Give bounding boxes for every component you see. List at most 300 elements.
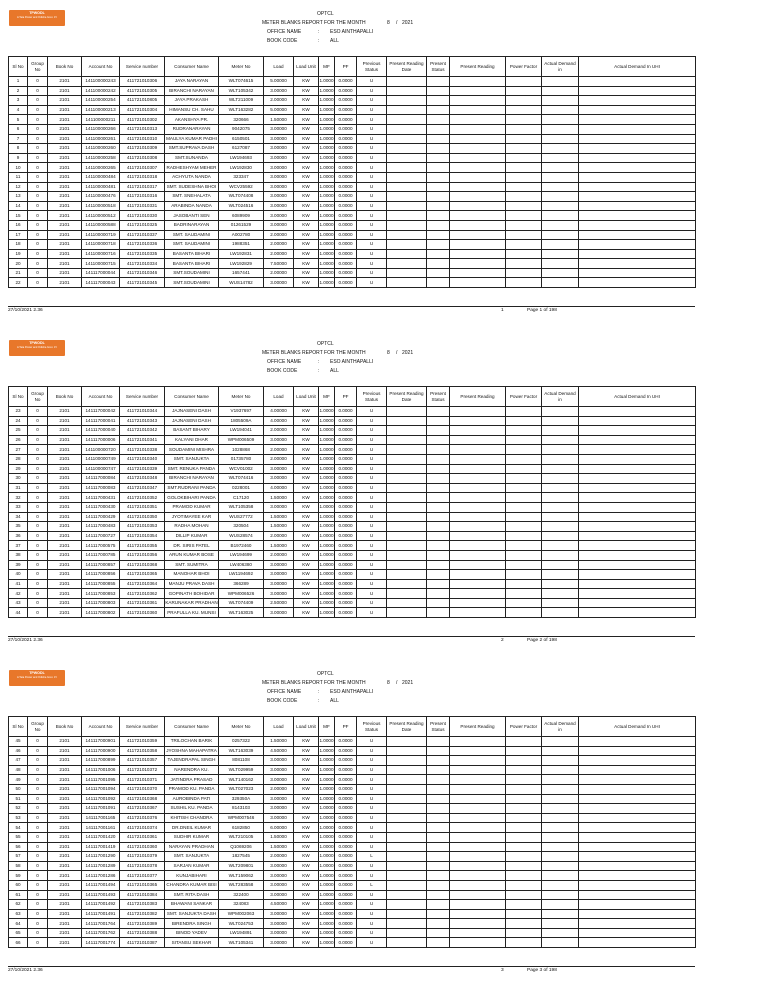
table-row	[9, 211, 696, 221]
table-cell: 26	[9, 435, 28, 445]
table-cell: 1.0000	[319, 278, 335, 288]
empty-cell	[450, 928, 506, 938]
column-header: Previous Status	[357, 717, 387, 737]
table-cell: 3.00000	[264, 220, 294, 230]
empty-cell	[450, 522, 506, 532]
empty-cell	[387, 919, 427, 929]
table-header-row	[9, 717, 696, 737]
table-cell: 0	[28, 259, 48, 269]
empty-cell	[542, 598, 579, 608]
column-header: Present Reading	[450, 387, 506, 407]
table-row	[9, 105, 696, 115]
empty-cell	[427, 570, 450, 580]
empty-cell	[542, 804, 579, 814]
table-cell: 366289	[219, 579, 264, 589]
empty-cell	[427, 278, 450, 288]
table-cell: 0.0000	[335, 278, 357, 288]
table-cell: 2101	[48, 77, 82, 87]
table-cell: KW	[294, 871, 319, 881]
report-month: 8	[387, 20, 390, 26]
table-cell: C17120	[219, 493, 264, 503]
table-cell: 0	[28, 407, 48, 417]
table-cell: 141117001286	[82, 871, 120, 881]
table-cell: 141117000043	[82, 278, 120, 288]
empty-cell	[387, 483, 427, 493]
empty-cell	[450, 86, 506, 96]
empty-cell	[579, 153, 696, 163]
empty-cell	[542, 512, 579, 522]
table-row	[9, 832, 696, 842]
table-cell: KW	[294, 426, 319, 436]
report-month: 8	[387, 680, 390, 686]
empty-cell	[506, 909, 542, 919]
empty-cell	[427, 522, 450, 532]
empty-cell	[450, 608, 506, 618]
table-cell: 2101	[48, 823, 82, 833]
table-cell: 0.0000	[335, 531, 357, 541]
empty-cell	[387, 765, 427, 775]
table-cell: KW	[294, 746, 319, 756]
table-cell: 0.0000	[335, 502, 357, 512]
table-cell: SMT.SUNANDA	[165, 153, 219, 163]
table-row	[9, 598, 696, 608]
table-cell: 0.0000	[335, 259, 357, 269]
table-cell: 141100000518	[82, 201, 120, 211]
table-cell: 1.0000	[319, 832, 335, 842]
table-cell: 0.0000	[335, 737, 357, 747]
empty-cell	[427, 493, 450, 503]
table-cell: 411721010338	[120, 445, 165, 455]
table-cell: 28	[9, 454, 28, 464]
empty-cell	[427, 765, 450, 775]
book-colon: :	[318, 698, 320, 704]
table-cell: KARUNAKAR PRADHAN	[165, 598, 219, 608]
column-header: Book No	[48, 717, 82, 737]
table-header-row	[9, 387, 696, 407]
table-cell: GOPINATH BOHIDAR	[165, 589, 219, 599]
company-logo	[9, 670, 65, 686]
table-cell: RADHESHYAM MEHER	[165, 163, 219, 173]
empty-cell	[427, 230, 450, 240]
table-cell: 411721010316	[120, 192, 165, 202]
empty-cell	[579, 746, 696, 756]
empty-cell	[579, 765, 696, 775]
table-cell: 0228001	[219, 483, 264, 493]
table-cell: U	[357, 560, 387, 570]
table-cell: 411721010372	[120, 765, 165, 775]
table-cell: 411721010325	[120, 220, 165, 230]
table-cell: 0.0000	[335, 426, 357, 436]
table-cell: 0	[28, 756, 48, 766]
table-row	[9, 435, 696, 445]
table-cell: 3.00000	[264, 880, 294, 890]
table-cell: 0.0000	[335, 784, 357, 794]
table-cell: 0	[28, 483, 48, 493]
table-cell: 3.00000	[264, 192, 294, 202]
empty-cell	[542, 541, 579, 551]
table-cell: 0	[28, 861, 48, 871]
table-cell: U	[357, 804, 387, 814]
empty-cell	[387, 211, 427, 221]
table-cell: KW	[294, 522, 319, 532]
table-cell: KW	[294, 560, 319, 570]
empty-cell	[542, 230, 579, 240]
table-cell: 55	[9, 832, 28, 842]
table-cell: 0.0000	[335, 765, 357, 775]
empty-cell	[542, 454, 579, 464]
empty-cell	[450, 756, 506, 766]
table-cell: 0	[28, 220, 48, 230]
empty-cell	[387, 249, 427, 259]
table-cell: 0.0000	[335, 240, 357, 250]
table-row	[9, 541, 696, 551]
table-cell: 411721010346	[120, 268, 165, 278]
table-cell: 1.0000	[319, 938, 335, 948]
empty-cell	[387, 756, 427, 766]
table-cell: 1.0000	[319, 454, 335, 464]
column-header: Present Status	[427, 57, 450, 77]
table-row	[9, 794, 696, 804]
empty-cell	[427, 407, 450, 417]
table-cell: U	[357, 416, 387, 426]
table-cell: 141100000749	[82, 454, 120, 464]
table-cell: 0	[28, 124, 48, 134]
empty-cell	[450, 880, 506, 890]
empty-cell	[450, 784, 506, 794]
table-cell: 141117001006	[82, 765, 120, 775]
empty-cell	[450, 842, 506, 852]
table-cell: 1.0000	[319, 259, 335, 269]
table-cell: 1.0000	[319, 550, 335, 560]
footer-page: Page 2 of 198	[527, 638, 557, 643]
table-cell: 141117001095	[82, 775, 120, 785]
table-cell: 0.0000	[335, 871, 357, 881]
table-cell: 0	[28, 268, 48, 278]
table-cell: 0	[28, 105, 48, 115]
table-cell: LW194699	[219, 550, 264, 560]
empty-cell	[387, 454, 427, 464]
empty-cell	[387, 938, 427, 948]
empty-cell	[427, 249, 450, 259]
empty-cell	[427, 775, 450, 785]
report-month: 8	[387, 350, 390, 356]
table-cell: 411721010368	[120, 794, 165, 804]
empty-cell	[427, 909, 450, 919]
column-header: Account No	[82, 717, 120, 737]
table-cell: 411721010376	[120, 813, 165, 823]
empty-cell	[506, 871, 542, 881]
table-cell: U	[357, 230, 387, 240]
empty-cell	[579, 871, 696, 881]
table-cell: KW	[294, 115, 319, 125]
empty-cell	[450, 775, 506, 785]
table-cell: 141117000857	[82, 560, 120, 570]
table-cell: 0	[28, 890, 48, 900]
table-cell: 411721010379	[120, 852, 165, 862]
table-cell: 1028868	[219, 445, 264, 455]
column-header: Service number	[120, 387, 165, 407]
table-cell: 3.00000	[264, 608, 294, 618]
table-cell: 1.0000	[319, 464, 335, 474]
table-cell: 411721010308	[120, 153, 165, 163]
table-cell: WLT027023	[219, 784, 264, 794]
empty-cell	[427, 77, 450, 87]
table-cell: 3.00000	[264, 579, 294, 589]
table-cell: L	[357, 880, 387, 890]
empty-cell	[450, 493, 506, 503]
table-cell: 141117001420	[82, 832, 120, 842]
table-cell: 141100000243	[82, 77, 120, 87]
table-cell: U	[357, 105, 387, 115]
empty-cell	[542, 86, 579, 96]
empty-cell	[450, 211, 506, 221]
table-cell: 322400	[219, 890, 264, 900]
empty-cell	[387, 86, 427, 96]
table-cell: 6127087	[219, 144, 264, 154]
table-cell: KW	[294, 570, 319, 580]
table-cell: KW	[294, 909, 319, 919]
empty-cell	[387, 522, 427, 532]
empty-cell	[579, 890, 696, 900]
table-row	[9, 192, 696, 202]
column-header: Consumer Name	[165, 717, 219, 737]
table-cell: KW	[294, 775, 319, 785]
table-cell: 2101	[48, 240, 82, 250]
column-header: Account No	[82, 387, 120, 407]
table-cell: 411721010309	[120, 144, 165, 154]
table-cell: 2101	[48, 570, 82, 580]
report-title: METER BLANKS REPORT FOR THE MONTH	[262, 680, 366, 686]
table-cell: 411721010371	[120, 775, 165, 785]
table-cell: 411721010355	[120, 541, 165, 551]
table-cell: 0.0000	[335, 416, 357, 426]
table-cell: 141117001491	[82, 909, 120, 919]
empty-cell	[427, 928, 450, 938]
table-cell: 141117000727	[82, 531, 120, 541]
empty-cell	[579, 426, 696, 436]
table-cell: 8143103	[219, 804, 264, 814]
empty-cell	[427, 454, 450, 464]
empty-cell	[579, 144, 696, 154]
table-row	[9, 804, 696, 814]
empty-cell	[542, 259, 579, 269]
table-cell: 0.0000	[335, 804, 357, 814]
logo-text: TPWODL	[29, 11, 45, 15]
table-cell: 141100000265	[82, 163, 120, 173]
empty-cell	[427, 890, 450, 900]
empty-cell	[579, 230, 696, 240]
table-cell: 141100000720	[82, 445, 120, 455]
empty-cell	[427, 880, 450, 890]
table-cell: U	[357, 86, 387, 96]
empty-cell	[542, 483, 579, 493]
column-header: Load Unit	[294, 717, 319, 737]
table-cell: 0	[28, 842, 48, 852]
table-cell: 2101	[48, 474, 82, 484]
table-cell: 0.0000	[335, 144, 357, 154]
table-cell: 12	[9, 182, 28, 192]
table-cell: 1.0000	[319, 813, 335, 823]
empty-cell	[579, 172, 696, 182]
empty-cell	[542, 220, 579, 230]
table-cell: 2.00000	[264, 852, 294, 862]
empty-cell	[427, 737, 450, 747]
table-cell: KW	[294, 598, 319, 608]
table-cell: U	[357, 842, 387, 852]
empty-cell	[506, 737, 542, 747]
empty-cell	[427, 900, 450, 910]
table-row	[9, 172, 696, 182]
table-cell: 329350A	[219, 794, 264, 804]
table-cell: 52	[9, 804, 28, 814]
empty-cell	[506, 115, 542, 125]
table-row	[9, 483, 696, 493]
table-cell: 61	[9, 890, 28, 900]
meter-blanks-table	[8, 386, 696, 618]
empty-cell	[450, 871, 506, 881]
empty-cell	[579, 182, 696, 192]
column-header: Actual Demand In UHI	[579, 57, 696, 77]
empty-cell	[387, 134, 427, 144]
empty-cell	[542, 813, 579, 823]
table-cell: WLT210105	[219, 832, 264, 842]
table-cell: 47	[9, 756, 28, 766]
table-cell: 2101	[48, 278, 82, 288]
table-cell: 2101	[48, 589, 82, 599]
empty-cell	[427, 435, 450, 445]
empty-cell	[506, 105, 542, 115]
empty-cell	[542, 823, 579, 833]
empty-cell	[427, 416, 450, 426]
table-cell: U	[357, 737, 387, 747]
column-header: Consumer Name	[165, 57, 219, 77]
empty-cell	[427, 512, 450, 522]
table-cell: 1.50000	[264, 832, 294, 842]
report-title: METER BLANKS REPORT FOR THE MONTH	[262, 20, 366, 26]
table-cell: 411721010350	[120, 512, 165, 522]
table-row	[9, 124, 696, 134]
empty-cell	[387, 512, 427, 522]
table-cell: GOLOKBIHARI PANDA	[165, 493, 219, 503]
table-cell: 0.0000	[335, 454, 357, 464]
table-header-row	[9, 57, 696, 77]
table-cell: BASANT BIHARY	[165, 426, 219, 436]
table-cell: 141100000747	[82, 464, 120, 474]
table-cell: KW	[294, 124, 319, 134]
table-cell: 141117001494	[82, 880, 120, 890]
column-header: Previous Status	[357, 57, 387, 77]
table-cell: 1.50000	[264, 522, 294, 532]
empty-cell	[506, 483, 542, 493]
table-cell: 1.0000	[319, 240, 335, 250]
table-cell: BIRANCHI NARAYAN	[165, 474, 219, 484]
empty-cell	[542, 153, 579, 163]
table-cell: 141100000716	[82, 249, 120, 259]
table-cell: 411721010378	[120, 861, 165, 871]
table-cell: U	[357, 890, 387, 900]
table-row	[9, 579, 696, 589]
table-cell: KW	[294, 134, 319, 144]
table-cell: KW	[294, 756, 319, 766]
table-row	[9, 249, 696, 259]
table-cell: HIMANSU CH. SAHU	[165, 105, 219, 115]
table-cell: 0.0000	[335, 249, 357, 259]
empty-cell	[387, 570, 427, 580]
table-cell: KW	[294, 512, 319, 522]
table-cell: 3.00000	[264, 172, 294, 182]
empty-cell	[579, 134, 696, 144]
table-cell: 2101	[48, 794, 82, 804]
empty-cell	[427, 784, 450, 794]
empty-cell	[579, 531, 696, 541]
table-row	[9, 775, 696, 785]
table-cell: 2101	[48, 502, 82, 512]
empty-cell	[506, 823, 542, 833]
report-slash: /	[396, 20, 398, 26]
table-cell: 2101	[48, 512, 82, 522]
table-cell: 141117001165	[82, 813, 120, 823]
table-cell: BASANTA BIHARI	[165, 249, 219, 259]
table-cell: 3.00000	[264, 144, 294, 154]
table-cell: 1.0000	[319, 608, 335, 618]
column-header: Present Status	[427, 717, 450, 737]
empty-cell	[506, 832, 542, 842]
table-cell: 411721010334	[120, 259, 165, 269]
table-cell: 1.0000	[319, 746, 335, 756]
table-row	[9, 823, 696, 833]
table-cell: LW192831	[219, 249, 264, 259]
table-cell: 10	[9, 163, 28, 173]
table-cell: 2101	[48, 900, 82, 910]
table-cell: 0.0000	[335, 474, 357, 484]
table-cell: U	[357, 541, 387, 551]
empty-cell	[387, 560, 427, 570]
table-cell: KW	[294, 502, 319, 512]
empty-cell	[427, 804, 450, 814]
table-cell: SUDHIR KUMAR	[165, 832, 219, 842]
table-cell: KW	[294, 464, 319, 474]
table-cell: KUNJABIHARI	[165, 871, 219, 881]
table-cell: 2101	[48, 483, 82, 493]
empty-cell	[542, 871, 579, 881]
table-cell: 1.0000	[319, 919, 335, 929]
table-cell: KW	[294, 784, 319, 794]
table-cell: 2.00000	[264, 96, 294, 106]
table-cell: 21	[9, 268, 28, 278]
empty-cell	[506, 928, 542, 938]
table-cell: 411721010389	[120, 919, 165, 929]
empty-cell	[427, 871, 450, 881]
empty-cell	[387, 153, 427, 163]
table-cell: 141117001762	[82, 928, 120, 938]
table-row	[9, 880, 696, 890]
table-cell: WLT105342	[219, 86, 264, 96]
table-cell: 1.0000	[319, 512, 335, 522]
meter-blanks-table	[8, 56, 696, 288]
table-cell: 0.0000	[335, 900, 357, 910]
empty-cell	[450, 804, 506, 814]
table-cell: 4.50000	[264, 900, 294, 910]
table-row	[9, 909, 696, 919]
column-header: PF	[335, 387, 357, 407]
table-cell: 5.00000	[264, 77, 294, 87]
empty-cell	[579, 550, 696, 560]
table-cell: 3.00000	[264, 201, 294, 211]
table-cell: 1.0000	[319, 737, 335, 747]
table-cell: U	[357, 765, 387, 775]
table-cell: 0.0000	[335, 919, 357, 929]
empty-cell	[450, 115, 506, 125]
